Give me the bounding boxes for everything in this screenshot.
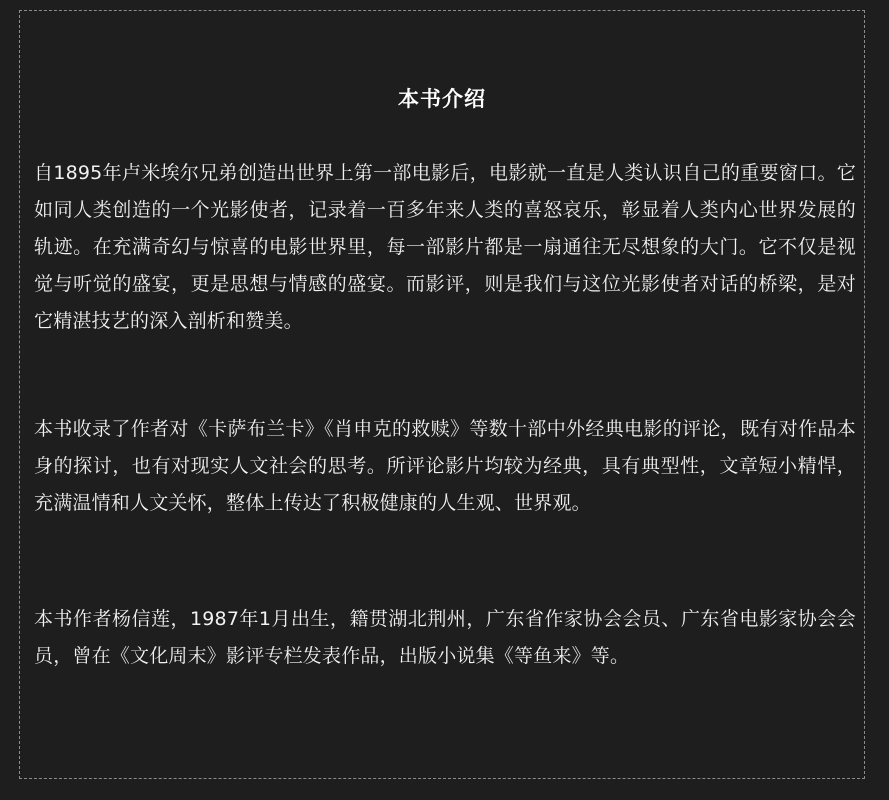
section-title: 本书介绍 [398,87,486,111]
intro-paragraph-contents: 本书收录了作者对《卡萨布兰卡》《肖申克的救赎》等数十部中外经典电影的评论，既有对作品本身的探讨，也有对现实人文社会的思考。所评论影片均较为经典，具有典型性，文章短小精悍，充满温情和人文关怀，整体上传达了积极健康的人生观、世界观。 [34,418,856,514]
intro-paragraph-author: 本书作者杨信莲，1987年1月出生，籍贯湖北荆州，广东省作家协会会员、广东省电影家协会会员，曾在《文化周末》影评专栏发表作品，出版小说集《等鱼来》等。 [34,608,856,667]
intro-paragraph-history: 自1895年卢米埃尔兄弟创造出世界上第一部电影后，电影就一直是人类认识自己的重要窗口。它如同人类创造的一个光影使者，记录着一百多年来人类的喜怒哀乐，彰显着人类内心世界发展的轨迹。在充满奇幻与惊喜的电影世界里，每一部影片都是一扇通往无尽想象的大门。它不仅是视觉与听觉的盛宴，更是思想与情感的盛宴。而影评，则是我们与这位光影使者对话的桥梁，是对它精湛技艺的深入剖析和赞美。 [34,162,856,332]
book-intro-panel [19,10,865,779]
